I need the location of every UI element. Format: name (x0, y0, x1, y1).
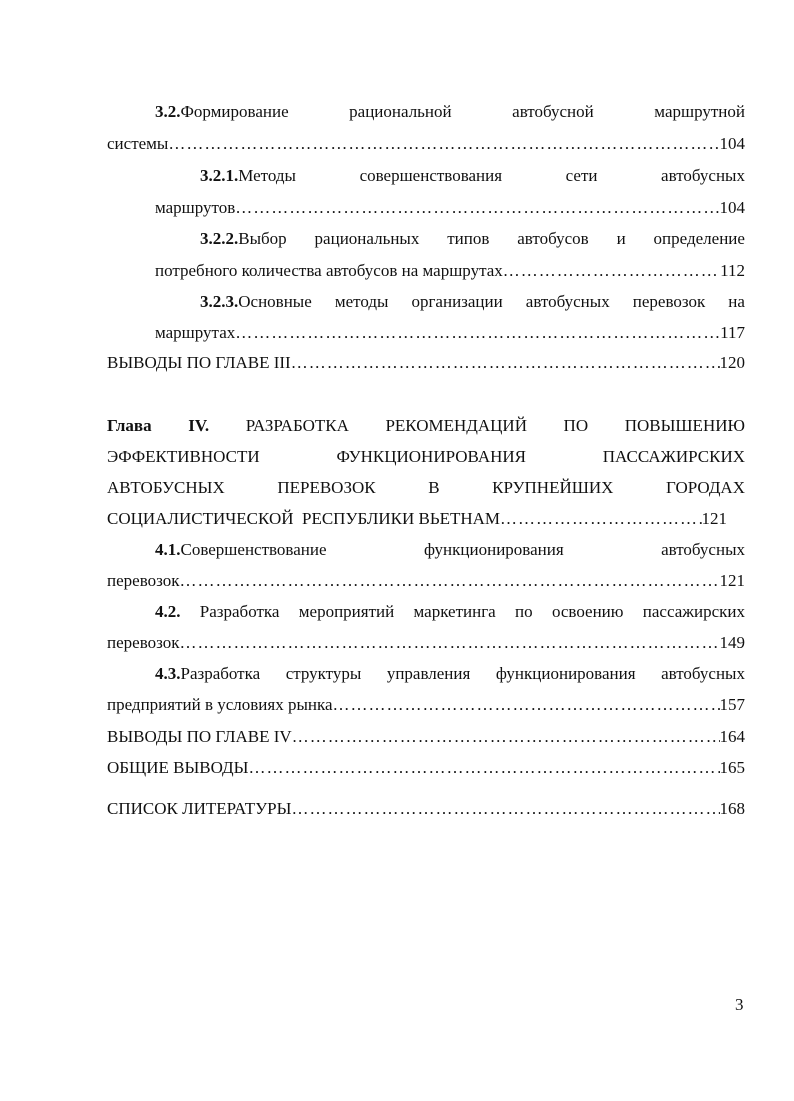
leader-dots (179, 631, 719, 655)
toc-entry-conclusions-4 (107, 725, 745, 749)
toc-word: Совершенствование (180, 540, 327, 559)
toc-word: ПАССАЖИРСКИХ (602, 447, 745, 466)
toc-entry-3-2-3-line2 (155, 321, 745, 345)
toc-entry-3-2-3-line1 (200, 290, 745, 314)
toc-entry-references (107, 797, 745, 821)
toc-word: Методы (238, 166, 296, 185)
toc-word: Разработка (199, 602, 280, 621)
toc-word: РЕКОМЕНДАЦИЙ (385, 416, 527, 435)
toc-word: Разработка (180, 664, 261, 683)
toc-word: ПО (563, 416, 589, 435)
toc-word: Основные (238, 292, 312, 311)
leader-dots (235, 321, 720, 345)
toc-word: ПЕРЕВОЗОК (277, 478, 376, 497)
toc-word: пассажирских (642, 602, 745, 621)
toc-entry-3-2-line2 (107, 132, 745, 156)
toc-text: перевозок (107, 633, 180, 652)
chapter-label: Глава (107, 416, 152, 435)
toc-word: КРУПНЕЙШИХ (492, 478, 614, 497)
toc-entry-4-3-line2 (107, 693, 745, 717)
leader-dots (500, 507, 701, 531)
page-ref: 120 (719, 353, 745, 372)
section-number: 3.2. (155, 102, 181, 121)
leader-dots (291, 351, 720, 375)
toc-word: и (616, 229, 626, 248)
toc-entry-3-2-line1 (155, 100, 745, 124)
page-ref: 168 (719, 799, 745, 818)
toc-word: типов (447, 229, 490, 248)
toc-text: потребного количества автобусов на маршрутах (155, 261, 503, 280)
toc-word: сети (565, 166, 598, 185)
page-number: 3 (735, 995, 744, 1014)
toc-word: автобусных (661, 166, 745, 185)
toc-word: автобусной (512, 102, 594, 121)
toc-word: ФУНКЦИОНИРОВАНИЯ (336, 447, 526, 466)
toc-text: ОБЩИЕ ВЫВОДЫ (107, 758, 249, 777)
section-number: 3.2.1. (200, 166, 239, 185)
toc-word: маркетинга (413, 602, 496, 621)
toc-chapter-4-line1 (107, 414, 745, 438)
toc-entry-3-2-2-line2 (155, 259, 745, 283)
toc-text: маршрутов (155, 198, 236, 217)
toc-text: перевозок (107, 571, 180, 590)
toc-word: автобусов (517, 229, 589, 248)
toc-text: ВЫВОДЫ ПО ГЛАВЕ IV (107, 727, 292, 746)
leader-dots (179, 569, 719, 593)
page-ref: 165 (719, 758, 745, 777)
toc-word: перевозок (632, 292, 706, 311)
toc-text: СОЦИАЛИСТИЧЕСКОЙ РЕСПУБЛИКИ ВЬЕТНАМ (107, 509, 501, 528)
leader-dots (168, 132, 719, 156)
page-ref: 112 (720, 261, 745, 280)
leader-dots (333, 693, 720, 717)
toc-entry-3-2-1-line2 (155, 196, 745, 220)
page-ref: 104 (719, 198, 745, 217)
toc-chapter-4-line3 (107, 476, 745, 500)
page-ref: 164 (719, 727, 745, 746)
toc-word: функционирования (495, 664, 636, 683)
toc-text: системы (107, 134, 169, 153)
toc-word: ЭФФЕКТИВНОСТИ (107, 447, 260, 466)
toc-word: автобусных (661, 540, 745, 559)
toc-word: структуры (285, 664, 362, 683)
leader-dots (248, 756, 719, 780)
toc-word: Выбор (238, 229, 287, 248)
toc-entry-4-3-line1 (155, 662, 745, 686)
toc-word: маршрутной (654, 102, 745, 121)
toc-word: совершенствования (359, 166, 503, 185)
page-ref: 117 (720, 323, 745, 342)
page-ref: 157 (719, 695, 745, 714)
toc-text: предприятий в условиях рынка (107, 695, 333, 714)
toc-word: АВТОБУСНЫХ (107, 478, 225, 497)
page-ref: 149 (719, 633, 745, 652)
section-number: 3.2.3. (200, 292, 239, 311)
toc-word: определение (653, 229, 745, 248)
toc-word: управления (386, 664, 471, 683)
section-number: 4.3. (155, 664, 181, 683)
leader-dots (292, 725, 720, 749)
toc-entry-4-2-line2 (107, 631, 745, 655)
leader-dots (503, 259, 720, 283)
chapter-number: IV. (188, 416, 210, 435)
toc-chapter-4-line2 (107, 445, 745, 469)
toc-word: РАЗРАБОТКА (245, 416, 349, 435)
toc-word: автобусных (661, 664, 745, 683)
toc-word: автобусных (525, 292, 610, 311)
page-ref: 121 (701, 509, 727, 528)
toc-entry-4-2-line1 (155, 600, 745, 624)
toc-word: функционирования (423, 540, 564, 559)
toc-word: мероприятий (298, 602, 395, 621)
toc-word: организации (411, 292, 503, 311)
leader-dots (235, 196, 719, 220)
section-number: 3.2.2. (200, 229, 239, 248)
toc-word: рациональной (349, 102, 452, 121)
section-number: 4.2. (155, 602, 181, 621)
toc-word: по (515, 602, 533, 621)
toc-word: рациональных (314, 229, 420, 248)
toc-entry-4-1-line2 (107, 569, 745, 593)
toc-word: освоению (551, 602, 624, 621)
section-number: 4.1. (155, 540, 181, 559)
toc-word: В (428, 478, 440, 497)
page-ref: 121 (719, 571, 745, 590)
page-ref: 104 (719, 134, 745, 153)
toc-word: Формирование (180, 102, 289, 121)
toc-word: методы (334, 292, 389, 311)
toc-entry-3-2-2-line1 (200, 227, 745, 251)
toc-chapter-4-line4 (107, 507, 727, 531)
toc-word: ГОРОДАХ (666, 478, 745, 497)
leader-dots (291, 797, 719, 821)
toc-entry-general-conclusions (107, 756, 745, 780)
toc-entry-3-2-1-line1 (200, 164, 745, 188)
toc-text: СПИСОК ЛИТЕРАТУРЫ (107, 799, 292, 818)
toc-text: маршрутах (155, 323, 236, 342)
toc-word: ПОВЫШЕНИЮ (624, 416, 745, 435)
toc-entry-4-1-line1 (155, 538, 745, 562)
toc-text: ВЫВОДЫ ПО ГЛАВЕ III (107, 353, 291, 372)
toc-entry-conclusions-3 (107, 351, 745, 375)
toc-word: на (728, 292, 745, 311)
